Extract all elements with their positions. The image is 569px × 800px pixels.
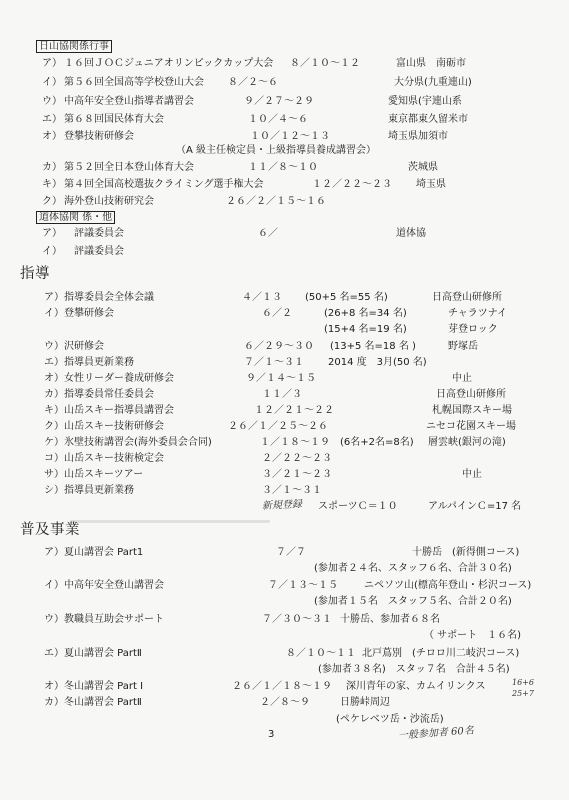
- section-heading-guidance: 指導: [20, 266, 50, 282]
- handwritten-note-winter1: 16+6: [512, 678, 534, 687]
- alpine-climbing-count: アルパインＣ=17 名: [428, 501, 522, 512]
- scan-smudge: [70, 520, 270, 523]
- handwritten-note-winter2: 25+7: [512, 689, 534, 698]
- new-registration-label: 新規登録: [261, 498, 303, 513]
- document-page: 日山協関係行事 ア） １６回ＪＯＣジュニアオリンピックカップ大会 ８／１０～１２ 富山県 南砺市 イ） 第５６回全国高等学校登山大会 ８／２～６ 大分県(九重連山) ウ） 中高年安全登山指導者講習会 ９／２７～２９ 愛知県(宇連山系 エ） 第６８回国民体育大会 １０／４～６ 東京都東久留米市 オ） 登攀技術研修会 １０／１２～１３ 埼玉県加須市 （A 級主任検定員・上級指導員養成講習会） カ） 第５２回全日本登山体育大会 １１／８～１０ 茨城県 キ） 第４回全国高校選抜クライミング選手権大会 １２／２２～２３ 埼玉県 ク） 海外登山技術研究会 ２６／２／１５～１６ 道体協関 係・他 ア） 評議委員会 ６／ 道体協 イ） 評議委員会 指導 ア） 指導委員会全体会議 ４／１３ (50+5 名=55 名) 日高登山研修所 イ） 登攀研修会 ６／２ (26+8 名=34 名) チャラツナイ (15+4 名=19 名) 芽登ロック ウ） 沢研修会 ６／２９～３０ (13+5 名=18 名 ) 野塚岳 エ） 指導員更新業務 ７／１～３１ 2014 度 3月(50 名) オ） 女性リーダー養成研修会 ９／１４～１５ 中止 カ） 指導委員常任委員会 １１／３ 日高登山研修所 キ） 山岳スキー指導員講習会 １２／２１～２２ 札幌国際スキー場 ク） 山岳スキー技術研修会 ２６／１／２５～２６ ニセコ花園スキー場 ケ） 氷壁技術講習会(海外委員会合同) １／１８～１９ (6名+2名=8名) 層雲峡(銀河の滝) コ） 山岳スキー技術検定会 ２／２２～２３ サ） 山岳スキーツアー ３／２１～２３ 中止 シ） 指導員更新業務 ３／１～３１ 新規登録 スポーツＣ＝１０ アルパインＣ=17 名 普及事業 ア） 夏山講習会 Part1 ７／７ 十勝岳 (新得側コース) (参加者２４名、スタッフ６名、合計３０名) イ） 中高年安全登山講習会 ７／１３～１５ ニペソツ山(標高年登山・杉沢コース) (参加者１５名 スタッフ５名、合計２０名) ウ） 教職員互助会サポート ７／３０～３１ 十勝岳、参加者６８名 （ サポート １６名) エ） 夏山講習会 PartⅡ ８／１０～１１ 北戸蔦別 (チロロ川二岐沢コース) (参加者３８名) スタッ７名 合計４５名) オ） 冬山講習会 Part Ⅰ ２６／１／１８～１９ 深川青年の家、カムイリンクス カ） 冬山講習会 PartⅡ ２／８～９ 日勝峠周辺 (ペケレベツ岳・沙流岳) 16+6 25+7 一般参加者 60名 3: [20, 41, 534, 742]
- section-heading-outreach: 普及事業: [20, 522, 80, 538]
- section-header-hokkaido-sports: 道体協関 係・他: [36, 211, 115, 224]
- sport-climbing-count: スポーツＣ＝１０: [318, 501, 398, 512]
- section-header-jma-events: 日山協関係行事: [36, 40, 112, 53]
- page-number: 3: [268, 729, 275, 740]
- handwritten-note-general-participants: 一般参加者 60名: [397, 725, 475, 742]
